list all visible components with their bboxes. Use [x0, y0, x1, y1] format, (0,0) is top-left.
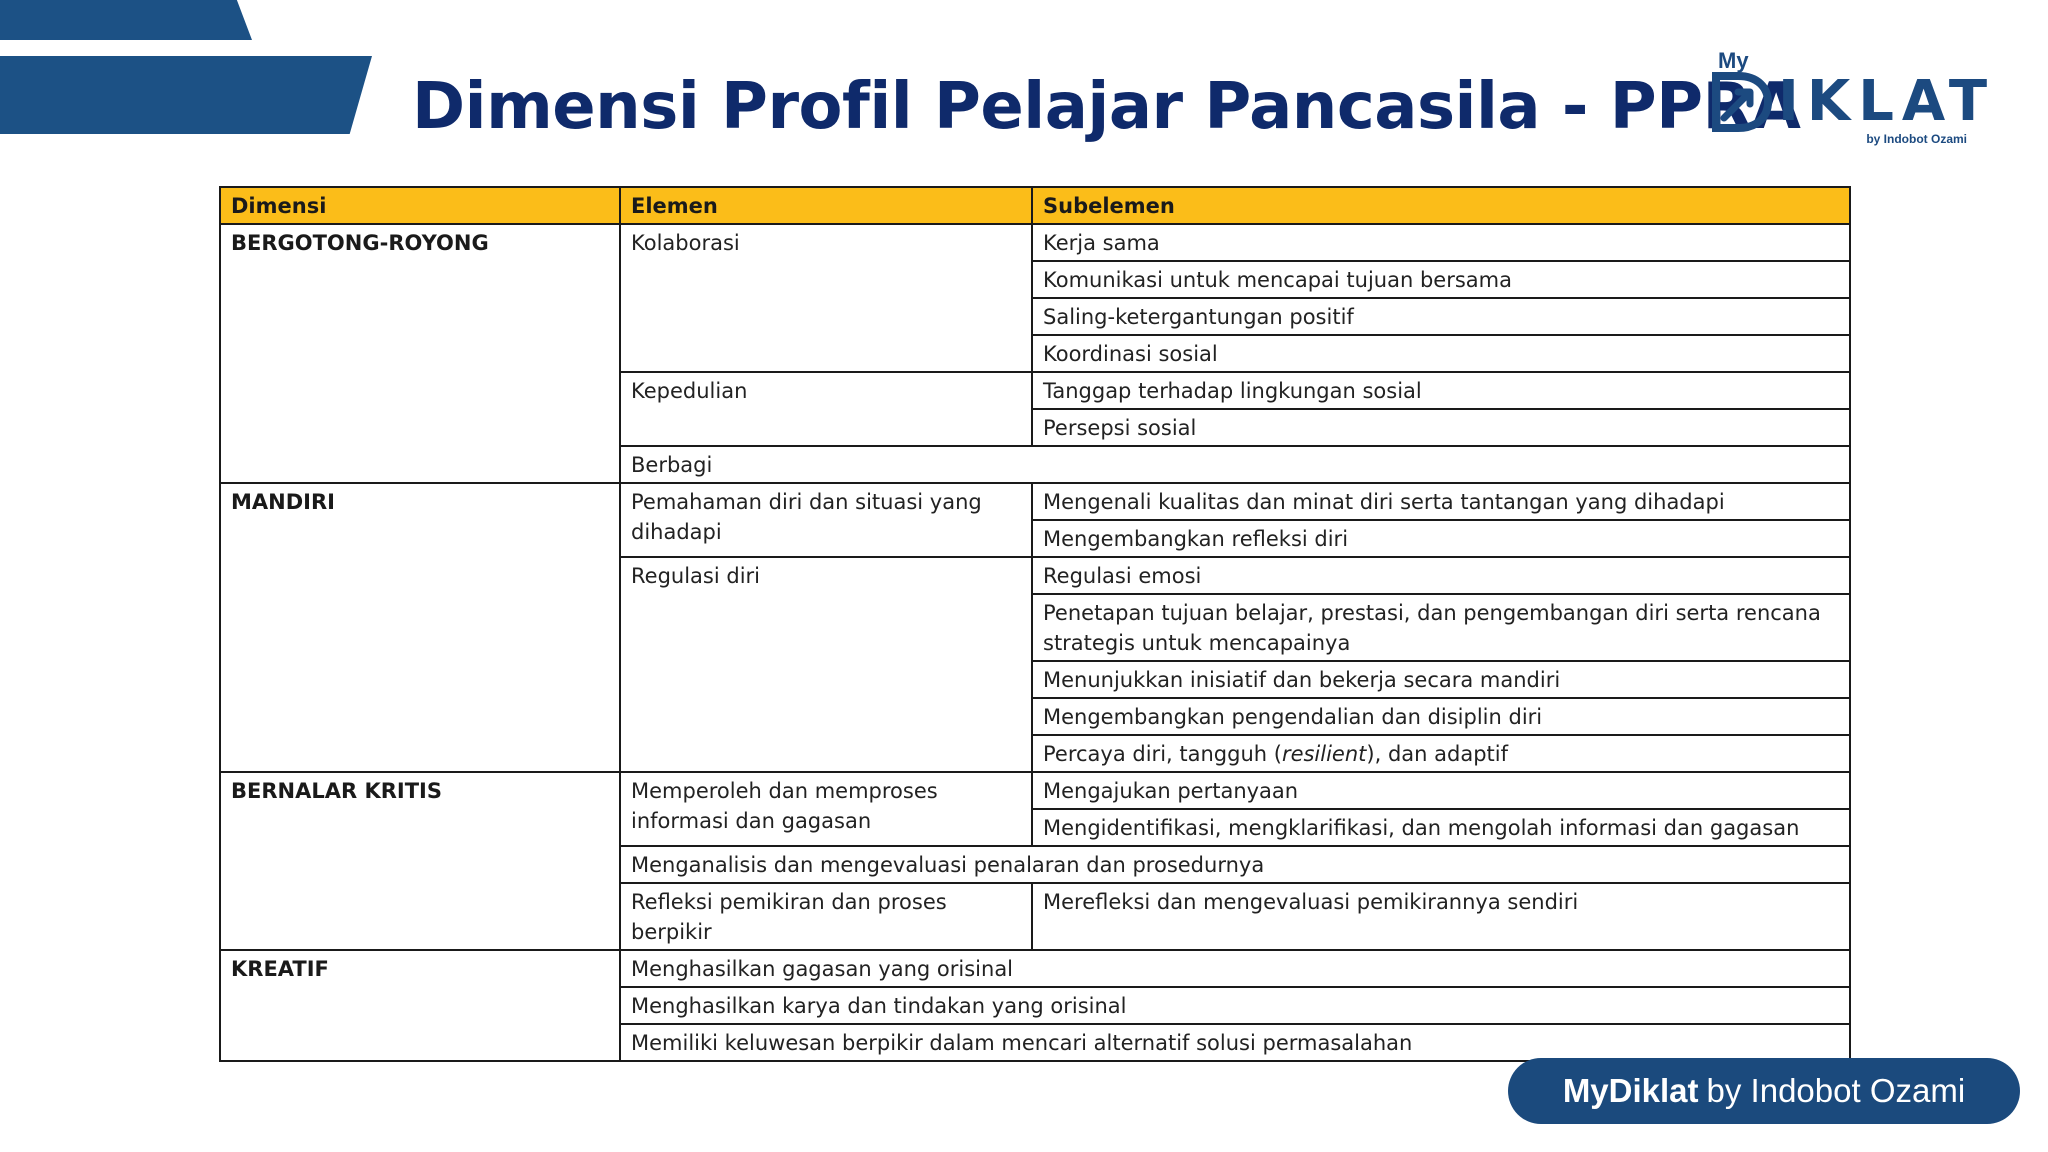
percaya-text-before: Percaya diri, tangguh (: [1043, 742, 1282, 766]
element-cell: Menganalisis dan mengevaluasi penalaran dan prosedurnya: [620, 846, 1850, 883]
decor-bar-top: [0, 0, 252, 40]
element-cell: Kepedulian: [620, 372, 1032, 446]
dimension-table: [219, 186, 1851, 1062]
element-cell: Menghasilkan karya dan tindakan yang orisinal: [620, 987, 1850, 1024]
subelement-cell: Menunjukkan inisiatif dan bekerja secara mandiri: [1032, 661, 1850, 698]
dimension-cell: BERGOTONG-ROYONG: [220, 224, 620, 483]
subelement-cell: Mengenali kualitas dan minat diri serta tantangan yang dihadapi: [1032, 483, 1850, 520]
element-cell: Memperoleh dan memproses informasi dan gagasan: [620, 772, 1032, 846]
dimension-cell: MANDIRI: [220, 483, 620, 772]
logo-word: IKLAT: [1778, 69, 1996, 134]
subelement-cell: Persepsi sosial: [1032, 409, 1850, 446]
footer-brand-rest: by Indobot Ozami: [1706, 1072, 1966, 1109]
subelement-cell: Kerja sama: [1032, 224, 1850, 261]
percaya-text-italic: resilient: [1281, 742, 1367, 766]
page-title: Dimensi Profil Pelajar Pancasila - PPRA: [412, 70, 1801, 144]
footer-brand: MyDiklat: [1562, 1072, 1699, 1109]
table-row: [220, 483, 1850, 520]
subelement-cell: Merefleksi dan mengevaluasi pemikirannya sendiri: [1032, 883, 1850, 950]
dimension-cell: KREATIF: [220, 950, 620, 1061]
dimension-cell: BERNALAR KRITIS: [220, 772, 620, 950]
header-subelemen: Subelemen: [1032, 187, 1850, 224]
footer-brand-badge: [1508, 1058, 2020, 1124]
element-cell: Regulasi diri: [620, 557, 1032, 772]
subelement-cell: Saling-ketergantungan positif: [1032, 298, 1850, 335]
subelement-cell: Mengembangkan pengendalian dan disiplin diri: [1032, 698, 1850, 735]
subelement-cell: Mengidentifikasi, mengklarifikasi, dan mengolah informasi dan gagasan: [1032, 809, 1850, 846]
subelement-cell: [1032, 735, 1850, 772]
logo-d-icon: [1710, 70, 1774, 134]
header-dimensi: Dimensi: [220, 187, 620, 224]
element-cell: Kolaborasi: [620, 224, 1032, 372]
subelement-cell: Komunikasi untuk mencapai tujuan bersama: [1032, 261, 1850, 298]
element-cell: Pemahaman diri dan situasi yang dihadapi: [620, 483, 1032, 557]
logo-by-text: by Indobot Ozami: [1866, 132, 1967, 146]
subelement-cell: Mengembangkan refleksi diri: [1032, 520, 1850, 557]
table-row: [220, 224, 1850, 261]
subelement-cell: Regulasi emosi: [1032, 557, 1850, 594]
table-header-row: [220, 187, 1850, 224]
subelement-cell: Penetapan tujuan belajar, prestasi, dan pengembangan diri serta rencana strategis untuk mencapainya: [1032, 594, 1850, 661]
mydiklat-logo: [1710, 48, 1996, 148]
decor-bar-middle: [0, 56, 372, 134]
element-cell: Memiliki keluwesan berpikir dalam mencari alternatif solusi permasalahan: [620, 1024, 1850, 1061]
logo-main: [1710, 70, 1995, 134]
table-row: [220, 950, 1850, 987]
element-cell: Menghasilkan gagasan yang orisinal: [620, 950, 1850, 987]
header-elemen: Elemen: [620, 187, 1032, 224]
percaya-text-after: ), dan adaptif: [1366, 742, 1508, 766]
element-cell: Refleksi pemikiran dan proses berpikir: [620, 883, 1032, 950]
logo-my-text: My: [1718, 48, 1749, 73]
subelement-cell: Tanggap terhadap lingkungan sosial: [1032, 372, 1850, 409]
subelement-cell: Mengajukan pertanyaan: [1032, 772, 1850, 809]
element-cell: Berbagi: [620, 446, 1850, 483]
subelement-cell: Koordinasi sosial: [1032, 335, 1850, 372]
table-row: [220, 772, 1850, 809]
